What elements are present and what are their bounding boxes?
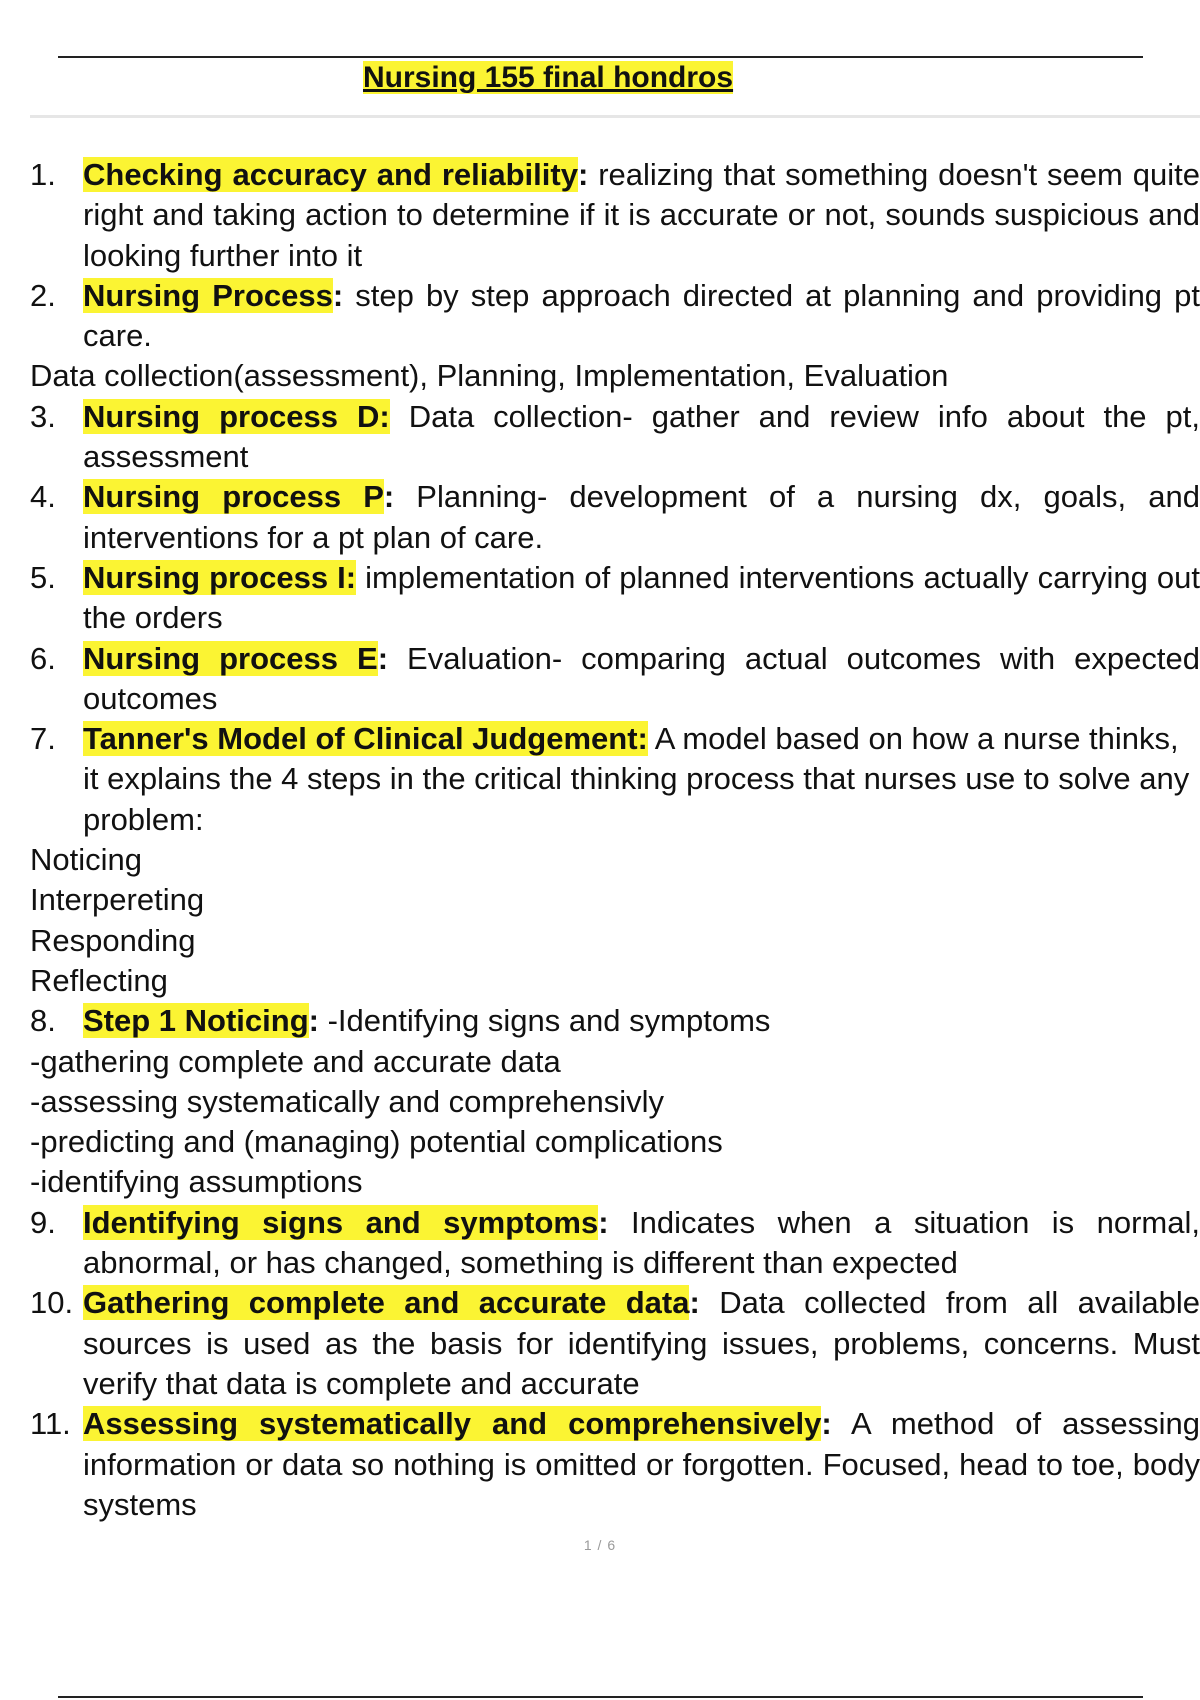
tanner-step-noticing: Noticing [30, 842, 142, 878]
item-body [83, 397, 1200, 478]
item-text: realizing that something doesn't seem quite right and taking action to determine if it is accurate or not, sounds suspicious and looking further into it [83, 157, 1200, 273]
item-number: 7. [30, 721, 56, 757]
item-term: Nursing process E [83, 640, 378, 676]
item-text: A method of assessing information or data so nothing is omitted or forgotten. Focused, head to toe, body systems [83, 1406, 1200, 1522]
item-body: Nursing Process: step by step approach directed at planning and providing pt care. [83, 277, 1200, 354]
item-number: 11. [30, 1406, 71, 1442]
item-number: 8. [30, 1003, 56, 1039]
document-title: Nursing 155 final hondros [363, 61, 734, 94]
document-body [30, 155, 1200, 1525]
tanner-step-responding: Responding [30, 922, 196, 958]
item-number: 9. [30, 1204, 56, 1240]
item-body [83, 719, 1200, 840]
item-text: Indicates when a situation is normal, abnormal, or has changed, something is different than expected [83, 1204, 1200, 1281]
item-term: Checking accuracy and reliability [83, 157, 578, 192]
item-term: Identifying signs and symptoms [83, 1204, 599, 1240]
noticing-subitem: -predicting and (managing) potential complications [30, 1124, 723, 1160]
item-body: Nursing process P: Planning- development of a nursing dx, goals, and interventions for a pt plan of care. [83, 479, 1200, 555]
list-item [30, 1404, 1200, 1525]
item-term: Nursing process I: [83, 559, 357, 595]
nursing-process-steps: Data collection(assessment), Planning, Implementation, Evaluation [30, 358, 949, 394]
item-text: Data collection- gather and review info about the pt, assessment [83, 398, 1200, 475]
list-item [30, 558, 1200, 639]
list-item [30, 719, 1200, 840]
item-text: -Identifying signs and symptoms [318, 1003, 771, 1039]
list-item [30, 397, 1200, 478]
list-item [30, 639, 1200, 720]
item-text: A model based on how a nurse thinks, it explains the 4 steps in the critical thinking process that nurses use to solve any problem: [83, 721, 1190, 837]
item-body: Checking accuracy and reliability: realizing that something doesn't seem quite right and taking action to determine if it is accurate or not, sounds suspicious and looking further into it [83, 157, 1200, 273]
item-term: Nursing process P [83, 479, 384, 515]
noticing-subitem: -identifying assumptions [30, 1164, 363, 1200]
item-term: Gathering complete and accurate data [83, 1285, 690, 1321]
bottom-rule [58, 1696, 1143, 1698]
item-body: Assessing systematically and comprehensively: A method of assessing information or data so nothing is omitted or forgotten. Focused, head to toe, body systems [83, 1406, 1200, 1522]
item-text: Planning- development of a nursing dx, goals, and interventions for a pt plan of care. [83, 479, 1200, 555]
item-term: Nursing process D: [83, 398, 390, 434]
item-text: step by step approach directed at planning and providing pt care. [83, 277, 1200, 354]
page-indicator: 1 / 6 [583, 1537, 617, 1553]
title-divider [30, 115, 1200, 118]
tanner-step-reflecting: Reflecting [30, 962, 168, 998]
item-number: 6. [30, 640, 56, 676]
item-term: Tanner's Model of Clinical Judgement: [83, 721, 648, 757]
item-body [83, 558, 1200, 639]
item-number: 2. [30, 277, 56, 313]
list-item [30, 477, 1200, 558]
noticing-subitem: -assessing systematically and comprehensivly [30, 1083, 665, 1119]
item-number: 10. [30, 1285, 74, 1321]
item-number: 4. [30, 479, 56, 515]
item-number: 5. [30, 559, 56, 595]
noticing-subitem: -gathering complete and accurate data [30, 1043, 561, 1079]
item-text: implementation of planned interventions actually carrying out the orders [83, 559, 1200, 636]
tanner-step-interpreting: Interpereting [30, 882, 205, 918]
item-body: Nursing process E: Evaluation- comparing actual outcomes with expected outcomes [83, 640, 1200, 716]
item-term: Nursing Process [83, 277, 333, 313]
list-item [30, 276, 1200, 357]
list-item [30, 1283, 1200, 1404]
item-text: Data collected from all available sources is used as the basis for identifying issues, problems, concerns. Must verify that data is complete and accurate [83, 1285, 1200, 1401]
item-number: 1. [30, 157, 56, 192]
list-item [30, 1203, 1200, 1284]
item-body: Identifying signs and symptoms: Indicates when a situation is normal, abnormal, or has changed, something is different than expected [83, 1204, 1200, 1281]
item-body: Step 1 Noticing: -Identifying signs and symptoms [83, 1003, 771, 1039]
list-item [30, 1001, 1200, 1041]
list-item [30, 155, 1200, 276]
item-body: Gathering complete and accurate data: Data collected from all available sources is used as the basis for identifying issues, problems, concerns. Must verify that data is complete and accurate [83, 1285, 1200, 1401]
item-term: Step 1 Noticing [83, 1003, 309, 1039]
item-number: 3. [30, 398, 56, 434]
item-text: Evaluation- comparing actual outcomes with expected outcomes [83, 640, 1200, 716]
item-term: Assessing systematically and comprehensively [83, 1406, 822, 1442]
